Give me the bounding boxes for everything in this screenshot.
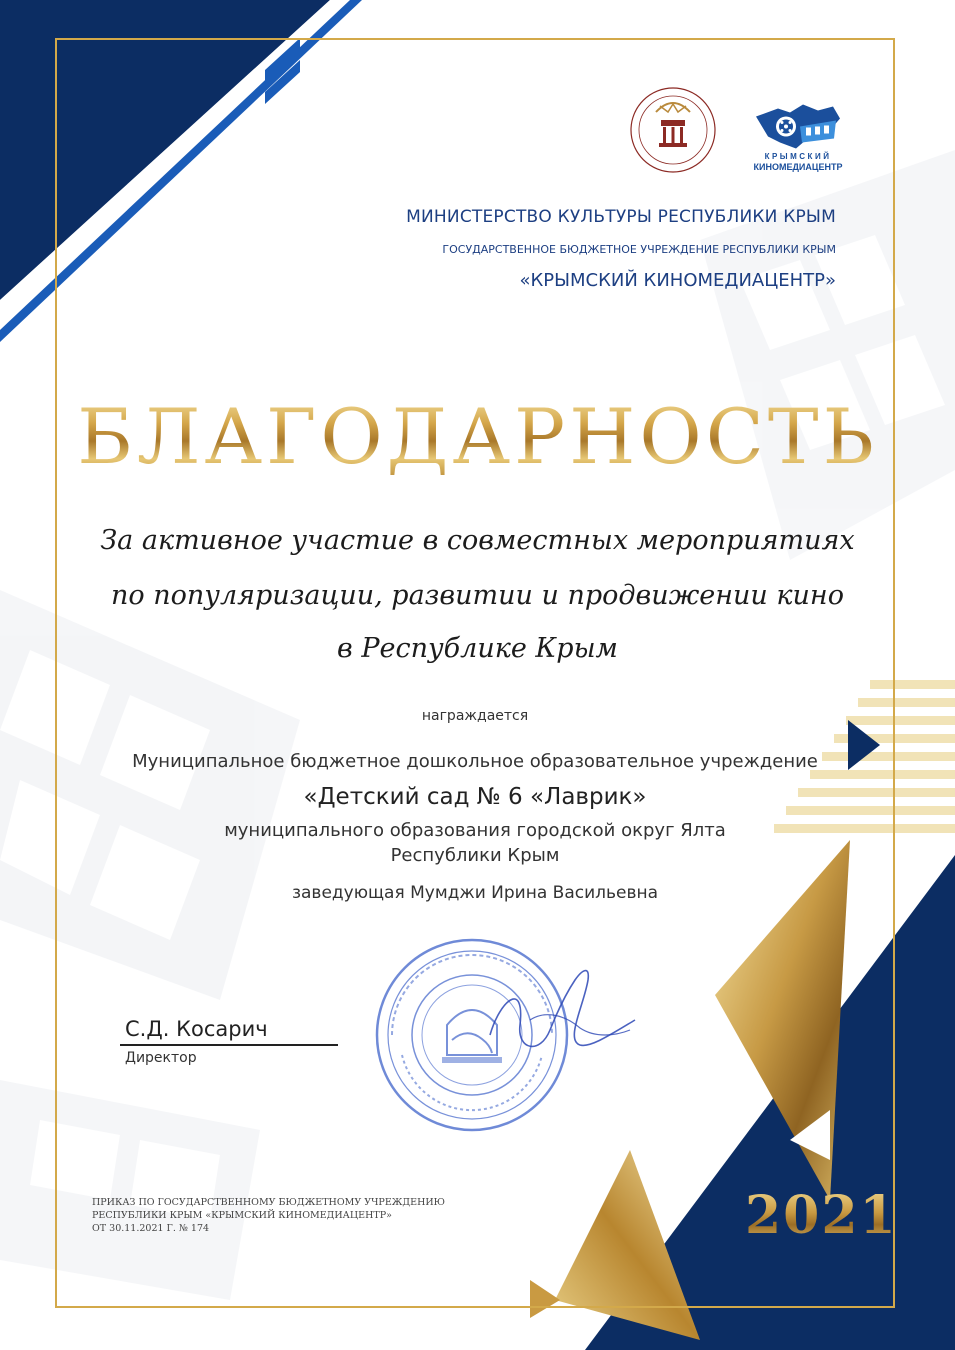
reason-line-1: За активное участие в совместных мероприятиях [100, 525, 855, 556]
order-line-2: РЕСПУБЛИКИ КРЫМ «КРЫМСКИЙ КИНОМЕДИАЦЕНТР» [92, 1210, 392, 1221]
reason-line-3: в Республике Крым [337, 633, 618, 664]
reason-line-2: по популяризации, развитии и продвижении кино [111, 580, 844, 611]
certificate-year: 2021 [745, 1185, 898, 1246]
institution-type: ГОСУДАРСТВЕННОЕ БЮДЖЕТНОЕ УЧРЕЖДЕНИЕ РЕСПУБЛИКИ КРЫМ [442, 243, 836, 256]
kmc-logo-text-top: КРЫМСКИЙ [764, 152, 832, 161]
recipient-region: Республики Крым [390, 845, 560, 866]
handwritten-signature [470, 940, 640, 1080]
awarded-label: награждается [421, 708, 529, 724]
signatory-name: С.Д. Косарич [125, 1017, 268, 1041]
order-reference [92, 1196, 445, 1235]
signature-line [120, 1044, 338, 1046]
recipient-head: заведующая Мумджи Ирина Васильевна [291, 883, 659, 903]
signatory-role: Директор [125, 1050, 197, 1066]
recipient-municipality: муниципального образования городской округ Ялта [224, 820, 726, 841]
recipient-type: Муниципальное бюджетное дошкольное образовательное учреждение [132, 751, 818, 772]
ministry-name: МИНИСТЕРСТВО КУЛЬТУРЫ РЕСПУБЛИКИ КРЫМ [406, 207, 836, 227]
ministry-emblem-icon [628, 80, 718, 180]
kmc-logo-text-bottom: КИНОМЕДИАЦЕНТР [753, 162, 843, 172]
order-line-1: ПРИКАЗ ПО ГОСУДАРСТВЕННОМУ БЮДЖЕТНОМУ УЧРЕЖДЕНИЮ [92, 1197, 445, 1208]
center-name: «КРЫМСКИЙ КИНОМЕДИАЦЕНТР» [519, 270, 836, 291]
order-line-3: ОТ 30.11.2021 Г. № 174 [92, 1223, 210, 1234]
certificate-title: БЛАГОДАРНОСТЬ [60, 392, 895, 481]
recipient-name: «Детский сад № 6 «Лаврик» [303, 784, 647, 810]
